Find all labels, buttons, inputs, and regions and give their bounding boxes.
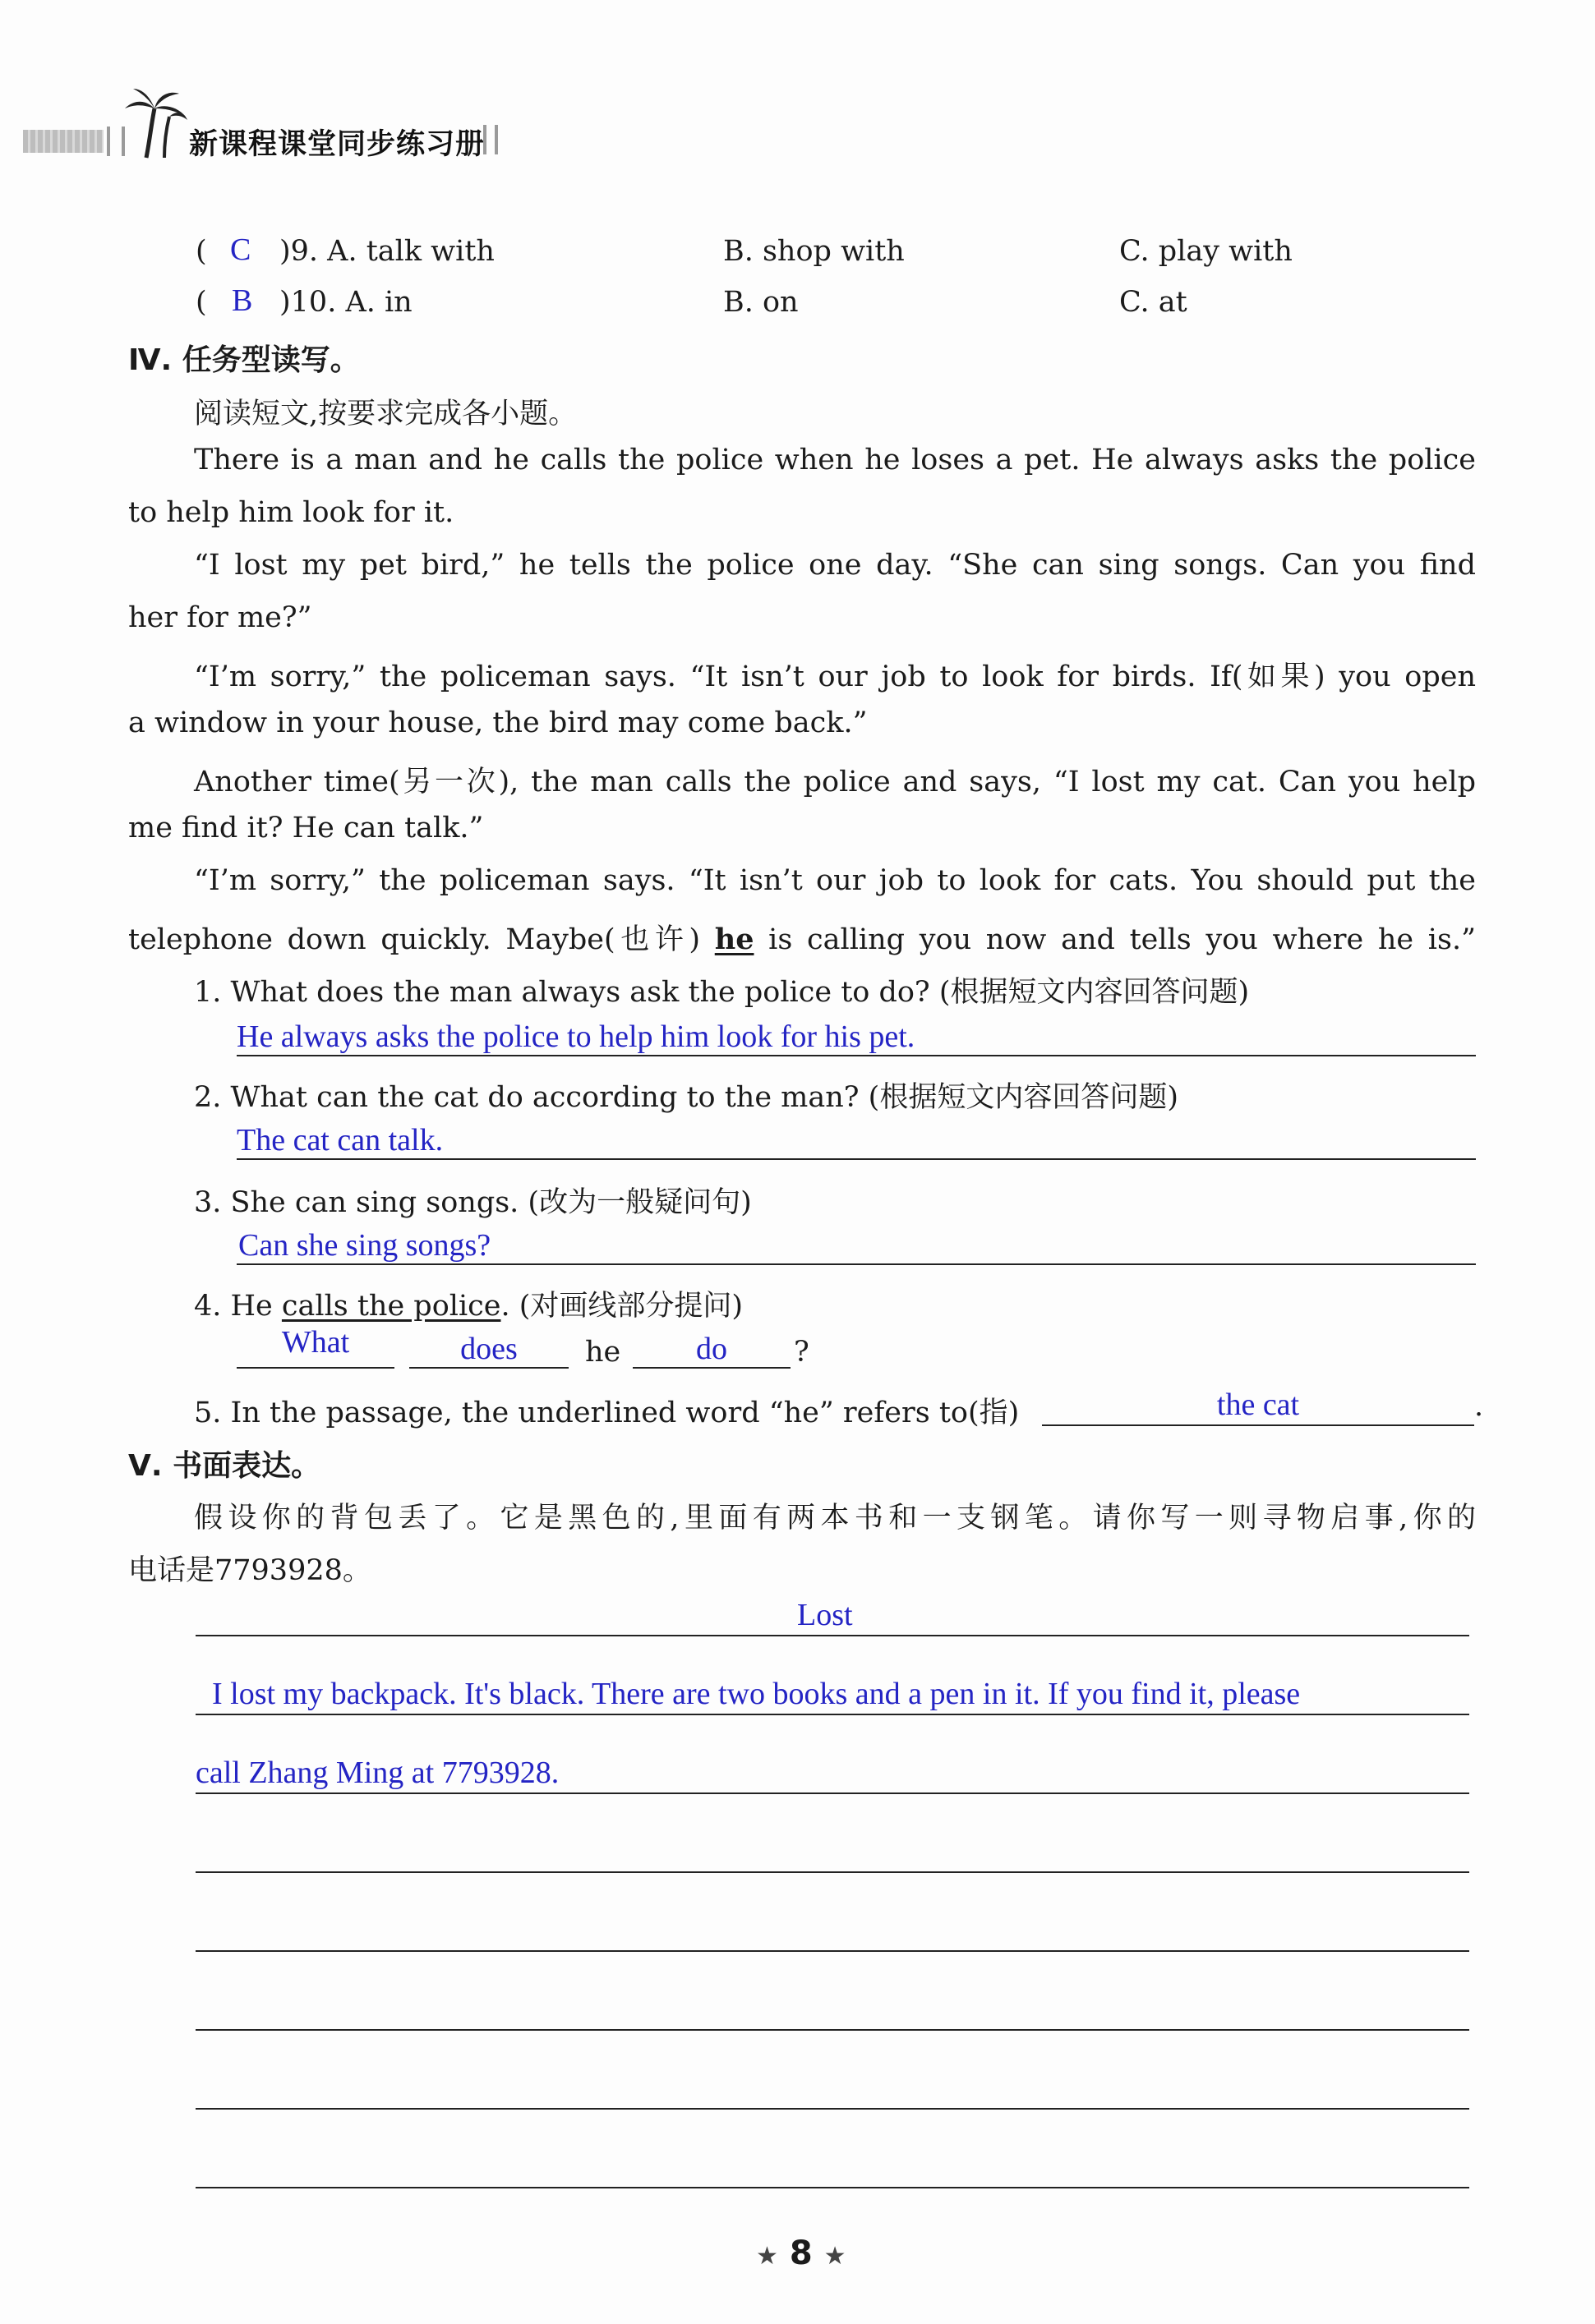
passage-text: is calling you now and tells you where he is.”: [768, 923, 1476, 956]
answer-4-blank-2: does: [460, 1332, 518, 1366]
header-title: 新课程课堂同步练习册: [189, 128, 486, 161]
header-decor-bar: [23, 130, 104, 153]
q9-paren: (: [196, 235, 207, 268]
section5-prompt: 假设你的背包丢了。它是黑色的,里面有两本书和一支钢笔。请你写一则寻物启事,你的: [194, 1502, 1476, 1535]
q10-option-b: B. on: [723, 286, 799, 319]
writing-line: [196, 2187, 1469, 2188]
answer-line: [237, 1158, 1476, 1160]
passage-line: Another time(另一次), the man calls the police and says, “I lost my cat. Can you help: [194, 766, 1476, 798]
passage-line: “I’m sorry,” the policeman says. “It isn’t our job to look for cats. You should put the: [194, 864, 1476, 897]
blank-line: [409, 1367, 569, 1369]
answer-4-blank-1: What: [281, 1325, 350, 1360]
answer-line: [1042, 1424, 1474, 1426]
q10-paren: (: [196, 286, 207, 319]
q4-question-mark: ?: [794, 1336, 809, 1369]
writing-line: [196, 2108, 1469, 2110]
q4-suffix: . (对画线部分提问): [500, 1290, 744, 1323]
question-3: 3. She can sing songs. (改为一般疑问句): [194, 1186, 752, 1219]
writing-line: [196, 1714, 1469, 1715]
q5-period: .: [1474, 1390, 1484, 1423]
q4-prefix: 4. He: [194, 1290, 273, 1323]
answer-line: [237, 1263, 1476, 1265]
q9-answer: C: [230, 232, 251, 267]
writing-answer-line: call Zhang Ming at 7793928.: [196, 1756, 560, 1790]
answer-2: The cat can talk.: [237, 1123, 444, 1157]
star-icon: ★: [756, 2242, 778, 2271]
page-number: 8: [789, 2234, 813, 2272]
palm-tree-icon: [122, 84, 189, 159]
passage-line: me find it? He can talk.”: [128, 812, 484, 844]
q9-option-b: B. shop with: [723, 235, 905, 268]
passage-line: “I lost my pet bird,” he tells the police one day. “She can sing songs. Can you find: [194, 549, 1476, 582]
writing-line: [196, 2029, 1469, 2031]
question-2: 2. What can the cat do according to the man? (根据短文内容回答问题): [194, 1081, 1178, 1114]
writing-line: [196, 1950, 1469, 1952]
passage-line: her for me?”: [128, 601, 312, 634]
passage-line: to help him look for it.: [128, 496, 454, 529]
star-icon: ★: [823, 2242, 846, 2271]
answer-5: the cat: [1216, 1387, 1300, 1422]
answer-1: He always asks the police to help him look for his pet.: [237, 1019, 915, 1054]
q4-he: he: [585, 1336, 621, 1369]
section5-heading: Ⅴ. 书面表达。: [128, 1449, 321, 1483]
question-1: 1. What does the man always ask the police to do? (根据短文内容回答问题): [194, 976, 1250, 1009]
q10-option-c: C. at: [1119, 286, 1187, 319]
q10-option-a: )10. A. in: [279, 286, 413, 319]
passage-line: a window in your house, the bird may come back.”: [128, 706, 868, 739]
passage-last-line: [128, 917, 1476, 958]
writing-line: [196, 1871, 1469, 1873]
blank-line: [633, 1367, 791, 1369]
q9-option-a: )9. A. talk with: [279, 235, 495, 268]
answer-4-blank-3: do: [696, 1332, 727, 1366]
writing-line: [196, 1792, 1469, 1794]
question-4: [194, 1283, 743, 1324]
writing-line: [196, 1635, 1469, 1636]
section5-prompt: 电话是7793928。: [128, 1554, 371, 1587]
writing-answer-line: I lost my backpack. It's black. There are two books and a pen in it. If you find it, please: [212, 1677, 1301, 1711]
writing-title: Lost: [797, 1598, 853, 1632]
q10-answer: B: [232, 283, 253, 318]
passage-text: telephone down quickly. Maybe(也许): [128, 923, 701, 956]
page-number-footer: [756, 2234, 846, 2272]
question-5: 5. In the passage, the underlined word “he” refers to(指): [194, 1397, 1020, 1429]
blank-line: [237, 1367, 394, 1369]
passage-line: There is a man and he calls the police when he loses a pet. He always asks the police: [194, 444, 1476, 476]
q9-option-c: C. play with: [1119, 235, 1293, 268]
section4-instruction: 阅读短文,按要求完成各小题。: [194, 398, 578, 430]
answer-3: Can she sing songs?: [238, 1228, 491, 1263]
section4-heading: Ⅳ. 任务型读写。: [128, 343, 360, 377]
header-decor-end: [483, 125, 498, 154]
passage-line: “I’m sorry,” the policeman says. “It isn’t our job to look for birds. If(如果) you open: [194, 660, 1476, 693]
underlined-word-he: he: [714, 923, 754, 956]
q4-underlined: calls the police: [281, 1290, 501, 1323]
answer-line: [237, 1055, 1476, 1056]
